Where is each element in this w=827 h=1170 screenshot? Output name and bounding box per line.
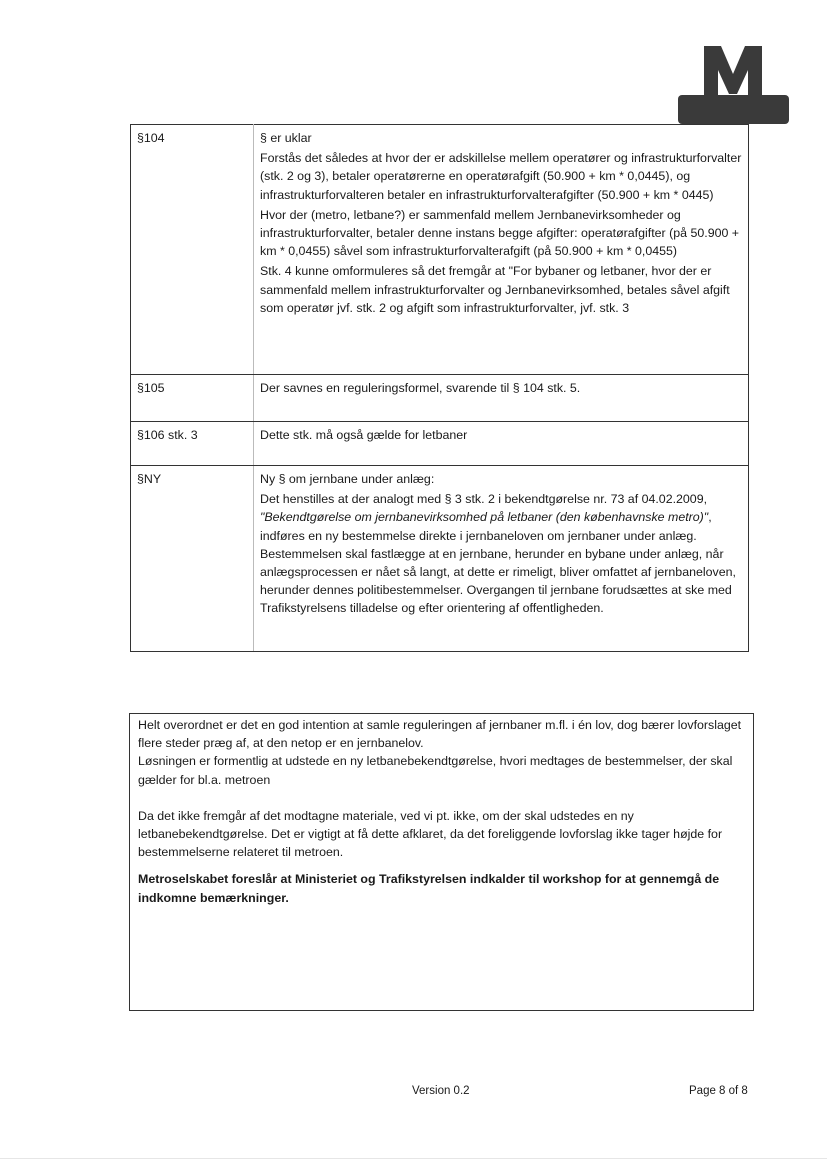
comment-cell	[254, 422, 749, 466]
summary-paragraph: Løsningen er formentlig at udstede en ny letbanebekendtgørelse, hvori medtages de bestemmelser, der skal gælder for bl.a. metroen	[138, 754, 733, 787]
table-row	[131, 466, 749, 652]
comment-text-italic: "Bekendtgørelse om jernbanevirksomhed på letbaner (den københavnske metro)"	[260, 510, 709, 525]
comment-paragraph	[260, 490, 742, 617]
comment-cell	[254, 375, 749, 422]
comment-cell	[254, 466, 749, 652]
comment-paragraph: Der savnes en reguleringsformel, svarende til § 104 stk. 5.	[260, 381, 581, 395]
comment-heading: Ny § om jernbane under anlæg:	[260, 472, 435, 486]
metro-logo	[678, 44, 789, 124]
summary-box	[129, 713, 754, 1011]
table-row	[131, 125, 749, 375]
comment-text: , indføres en ny bestemmelse direkte i jernbaneloven om jernbaner under anlæg. Bestemmelsen skal fastlægge at en jernbane, herunder en bybane under anlæg, når anlægsprocessen er nået så langt, at dette er rimeligt, bliver omfattet af jernbaneloven, herunder dennes politibestemmelser. Overgangen til jernbane forudsættes at ske med Trafikstyrelsens tilladelse og efter orientering af offentligheden.	[260, 510, 736, 616]
comment-paragraph: Hvor der (metro, letbane?) er sammenfald mellem Jernbanevirksomheder og infrastrukturforvalter, betaler denne instans begge afgifter: operatørafgifter (på 50.900 + km * 0,0455) såvel som infrastrukturforvalterafgift (på 50.900 + km * 0,0455)	[260, 207, 740, 259]
comment-paragraph: Forstås det således at hvor der er adskillelse mellem operatører og infrastrukturforvalter (stk. 2 og 3), betaler operatørerne en operatørafgift (50.900 + km * 0,0445), og infrastrukturforvalteren betaler en infrastrukturforvalterafgifter (50.900 + km * 0445)	[260, 151, 742, 202]
summary-proposal: Metroselskabet foreslår at Ministeriet og Trafikstyrelsen indkalder til workshop for at gennemgå de indkomne bemærkninger.	[138, 872, 720, 905]
table-row	[131, 375, 749, 422]
section-cell: §105	[131, 375, 254, 422]
section-cell: §NY	[131, 466, 254, 652]
comment-text: Det henstilles at der analogt med § 3 stk. 2 i bekendtgørelse nr. 73 af 04.02.2009,	[260, 492, 708, 507]
comment-paragraph: Dette stk. må også gælde for letbaner	[260, 428, 468, 442]
footer-page-number: Page 8 of 8	[689, 1085, 748, 1097]
footer-version: Version 0.2	[412, 1085, 470, 1097]
page-divider	[0, 1158, 827, 1159]
comment-cell	[254, 125, 749, 375]
table-row	[131, 422, 749, 466]
metro-m-logo-icon	[678, 44, 789, 124]
comment-paragraph: § er uklar	[260, 131, 312, 145]
regulation-comments-table	[130, 124, 749, 652]
section-cell: §104	[131, 125, 254, 375]
section-cell: §106 stk. 3	[131, 422, 254, 466]
summary-paragraph: Helt overordnet er det en god intention at samle reguleringen af jernbaner m.fl. i én lov, dog bærer lovforslaget flere steder præg af, at den netop er en jernbanelov.	[138, 718, 742, 751]
comment-paragraph: Stk. 4 kunne omformuleres så det fremgår at "For bybaner og letbaner, hvor der er sammenfald mellem infrastrukturforvalter og Jernbanevirksomhed, betales såvel afgift som operatør jvf. stk. 2 og afgift som infrastrukturforvalter, jvf. stk. 3	[260, 264, 730, 315]
summary-paragraph: Da det ikke fremgår af det modtagne materiale, ved vi pt. ikke, om der skal udstedes en ny letbanebekendtgørelse. Det er vigtigt at få dette afklaret, da det foreliggende lovforslag ikke tager højde for bestemmelserne relateret til metroen.	[138, 808, 723, 860]
